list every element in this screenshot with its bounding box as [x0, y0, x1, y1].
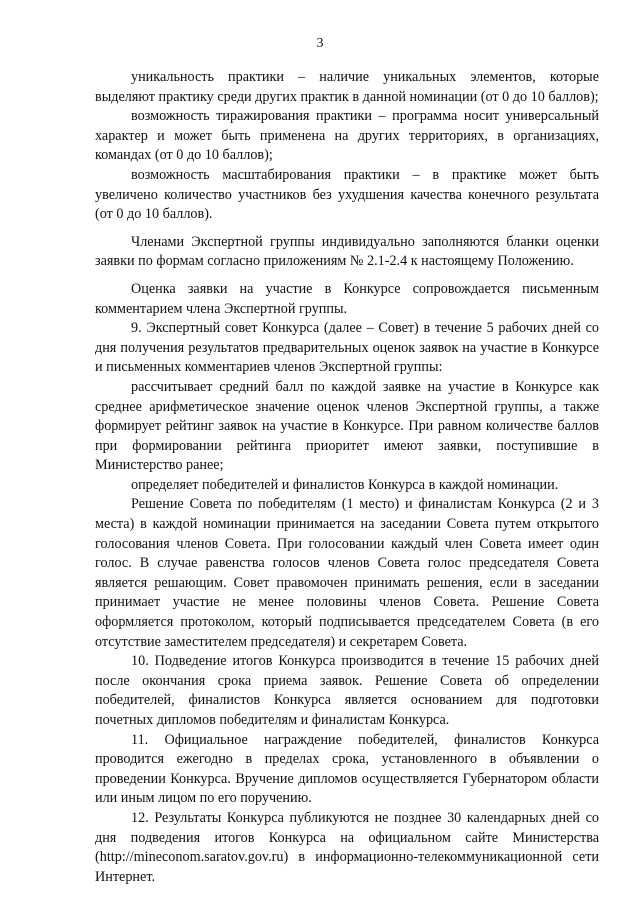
page-number: 3	[316, 36, 324, 51]
paragraph-scalability: возможность масштабирования практики – в практике может быть увеличено количество участников без ухудшения качества конечного результата (от 0 до 10 баллов).	[95, 166, 599, 223]
paragraph-winners: определяет победителей и финалистов Конкурса в каждой номинации.	[131, 476, 559, 493]
paragraph-expert-forms: Членами Экспертной группы индивидуально заполняются бланки оценки заявки по формам согласно приложениям № 2.1-2.4 к настоящему Положению.	[95, 233, 599, 270]
paragraph-uniqueness: уникальность практики – наличие уникальных элементов, которые выделяют практику среди других практик в данной номинации (от 0 до 10 баллов);	[95, 69, 599, 105]
paragraph-average-score: рассчитывает средний балл по каждой заявке на участие в Конкурсе как среднее арифметическое значение оценок членов Экспертной группы, а также формирует рейтинг заявок на участие в Конкурсе. При равном количестве баллов при формировании рейтинга приоритет имеют заявки, поступившие в Министерство ранее;	[95, 378, 599, 474]
paragraph-replicability: возможность тиражирования практики – программа носит универсальный характер и может быть применена на других территориях, в организациях, командах (от 0 до 10 баллов);	[95, 108, 599, 164]
document-body	[95, 68, 599, 887]
paragraph-expert-comment: Оценка заявки на участие в Конкурсе сопровождается письменным комментарием члена Экспертной группы.	[95, 280, 599, 317]
paragraph-council-decision: Решение Совета по победителям (1 место) и финалистам Конкурса (2 и 3 места) в каждой номинации принимается на заседании Совета путем открытого голосования членов Совета. При голосовании каждый член Совета имеет один голос. В случае равенства голосов членов Совета голос председателя Совета является решающим. Совет правомочен принимать решения, если в заседании принимает участие не менее половины членов Совета. Решение Совета оформляется протоколом, который подписывается председателем Совета (в его отсутствие заместителем председателя) и секретарем Совета.	[95, 496, 599, 650]
paragraph-item-11: 11. Официальное награждение победителей, финалистов Конкурса проводится ежегодно в пределах срока, установленного в объявлении о проведении Конкурса. Вручение дипломов осуществляется Губернатором области или иным лицом по его поручению.	[95, 731, 599, 807]
paragraph-item-12: 12. Результаты Конкурса публикуются не позднее 30 календарных дней со дня подведения итогов Конкурса на официальном сайте Министерства (http://mineconom.saratov.gov.ru) в информационно-телекоммуникационной сети Интернет.	[95, 809, 599, 885]
paragraph-item-9: 9. Экспертный совет Конкурса (далее – Совет) в течение 5 рабочих дней со дня получения результатов предварительных оценок заявок на участие в Конкурсе и письменных комментариев членов Экспертной группы:	[95, 320, 599, 376]
paragraph-item-10: 10. Подведение итогов Конкурса производится в течение 15 рабочих дней после окончания срока приема заявок. Решение Совета об определении победителей, финалистов Конкурса является основанием для подготовки почетных дипломов победителям и финалистам Конкурса.	[95, 653, 599, 728]
